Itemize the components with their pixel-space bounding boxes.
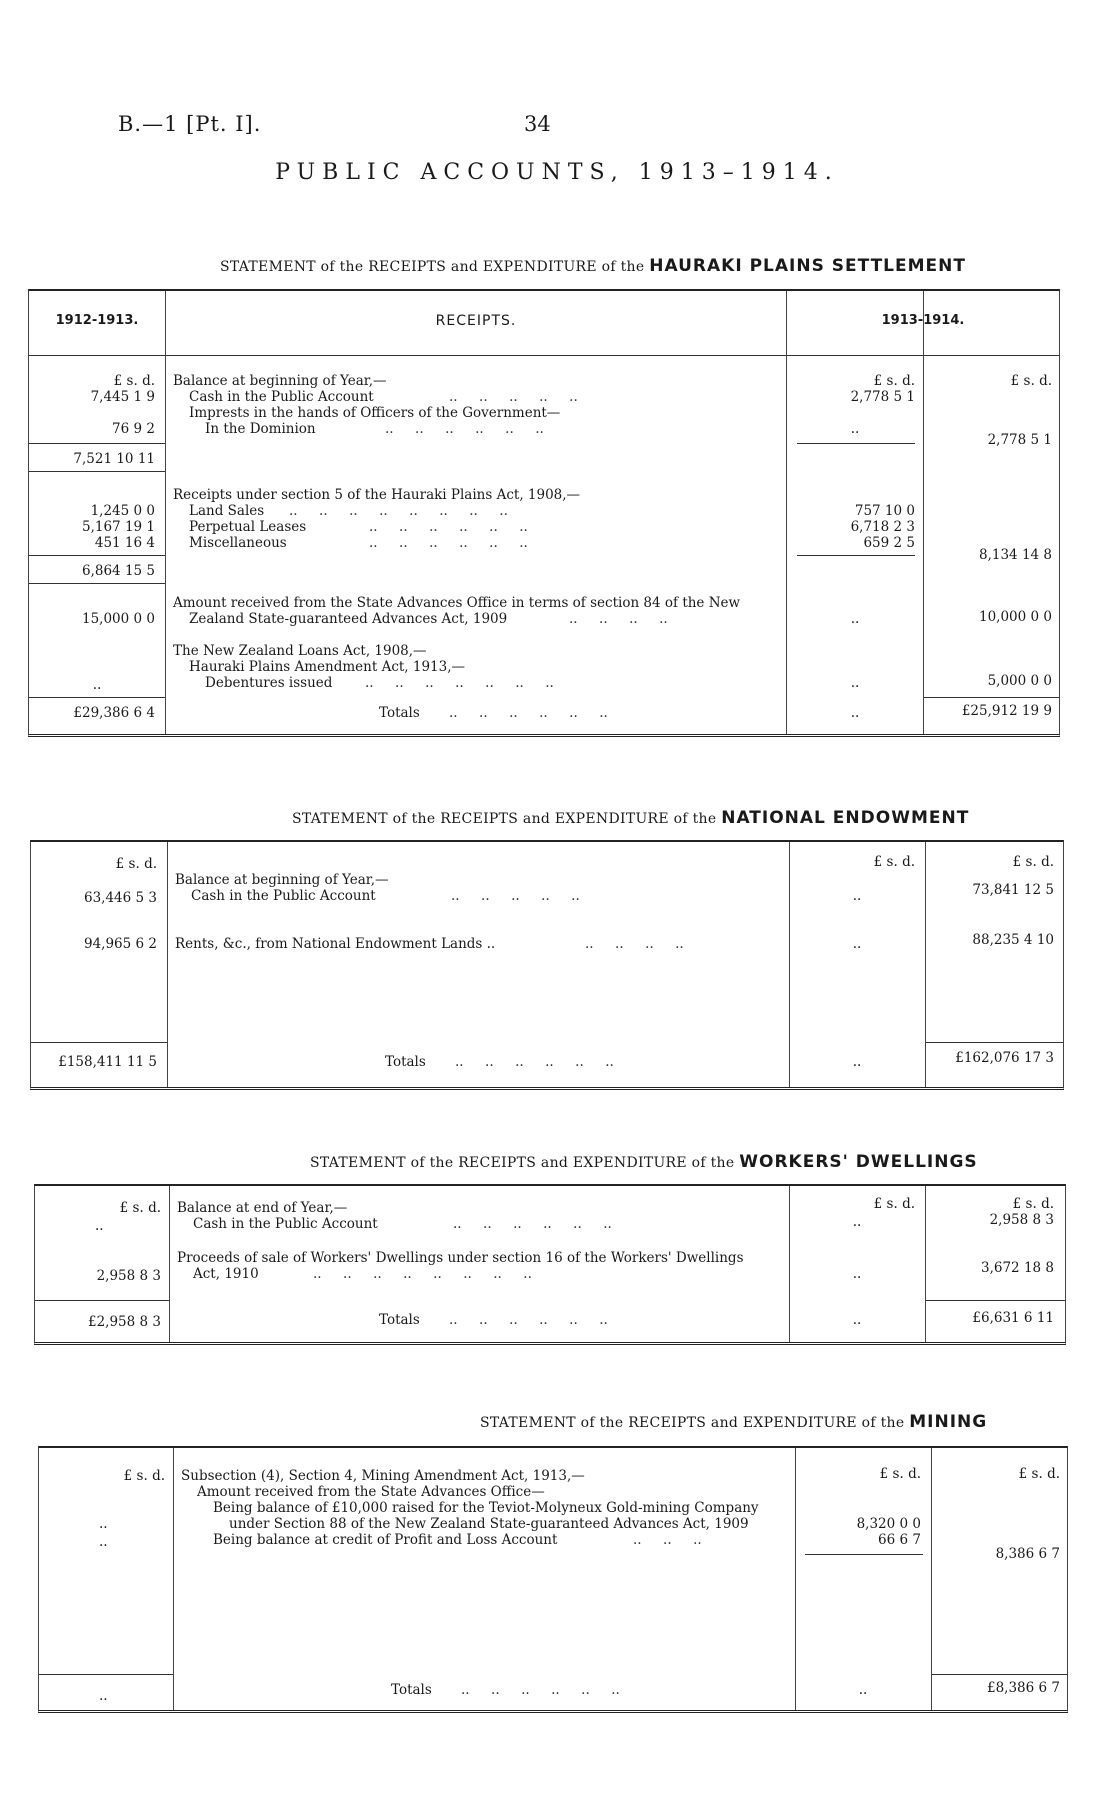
workers-cash-label: Cash in the Public Account xyxy=(193,1216,378,1232)
workers-lsd-curr: £ s. d. xyxy=(1012,1196,1054,1212)
mining-lsd-inner: £ s. d. xyxy=(879,1466,921,1482)
document-code: B.—1 [Pt. I]. xyxy=(118,112,262,136)
workers-lsd-inner: £ s. d. xyxy=(873,1196,915,1212)
national-rents-prev: 94,965 6 2 xyxy=(84,936,157,952)
hauraki-dominion-label: In the Dominion xyxy=(205,421,316,437)
hauraki-debentures-curr: 5,000 0 0 xyxy=(987,673,1052,689)
mining-lsd-prev: £ s. d. xyxy=(123,1468,165,1484)
national-cash-prev: 63,446 5 3 xyxy=(84,890,157,906)
hauraki-advances-label-1: Amount received from the State Advances Office in terms of section 84 of the New xyxy=(173,595,741,611)
workers-proceeds-label-1: Proceeds of sale of Workers' Dwellings under section 16 of the Workers' Dwellings xyxy=(177,1250,744,1266)
hauraki-advances-label-2: Zealand State-guaranteed Advances Act, 1909 xyxy=(189,611,508,627)
hauraki-dominion-inner: .. xyxy=(850,421,860,437)
hauraki-receipts-total-curr: 8,134 14 8 xyxy=(979,547,1052,563)
hauraki-debentures-label: Debentures issued xyxy=(205,675,333,691)
hauraki-misc-inner: 659 2 5 xyxy=(863,535,915,551)
national-lsd-prev: £ s. d. xyxy=(115,856,157,872)
mining-being-1-prev: .. xyxy=(99,1516,108,1532)
hauraki-advances-curr: 10,000 0 0 xyxy=(979,609,1052,625)
hauraki-cash-label: Cash in the Public Account xyxy=(189,389,374,405)
mining-total-curr: 8,386 6 7 xyxy=(995,1546,1060,1562)
hauraki-debentures-prev: .. xyxy=(92,677,102,693)
hauraki-col-desc: RECEIPTS. xyxy=(435,313,517,329)
workers-table: £ s. d. £ s. d. £ s. d. Balance at end of Year,— Cash in the Public Account .. .. .. .. .. .. .. .. 2,958 8 3 Proceeds of sale of Workers' Dwellings under section 16 of the Workers' Dwellings Act, 1910 .. .. .. .. .. .. .. .. 2,958 8 3 .. 3,672 18 8 Totals .. .. .. .. .. .. £2,958 8 3 .. £6,631 6 11 xyxy=(34,1184,1066,1345)
hauraki-balance-total-curr: 2,778 5 1 xyxy=(987,432,1052,448)
hauraki-receipts-heading: Receipts under section 5 of the Hauraki Plains Act, 1908,— xyxy=(173,487,581,503)
national-caption xyxy=(292,808,969,828)
mining-amount-heading: Amount received from the State Advances Office— xyxy=(197,1484,545,1500)
national-totals-curr: £162,076 17 3 xyxy=(955,1050,1054,1066)
hauraki-cash-prev: 7,445 1 9 xyxy=(90,389,155,405)
mining-being-1b: under Section 88 of the New Zealand State-guaranteed Advances Act, 1909 xyxy=(229,1516,749,1532)
national-cash-inner: .. xyxy=(852,888,862,904)
hauraki-debentures-inner: .. xyxy=(850,675,860,691)
hauraki-leases-prev: 5,167 19 1 xyxy=(82,519,155,535)
workers-totals-inner: .. xyxy=(852,1312,862,1328)
mining-being-1-inner: 8,320 0 0 xyxy=(856,1516,921,1532)
hauraki-caption-name: HAURAKI PLAINS SETTLEMENT xyxy=(649,256,966,276)
hauraki-totals-prev: £29,386 6 4 xyxy=(73,705,155,721)
workers-cash-prev: .. xyxy=(95,1218,104,1234)
mining-table: £ s. d. £ s. d. £ s. d. Subsection (4), Section 4, Mining Amendment Act, 1913,— Amount received from the State Advances Office— Being balance of £10,000 raised for the Teviot-Molyneux Gold-mining Company under Section 88 of the New Zealand State-guaranteed Advances Act, 1909 .. 8,320 0 0 Being balance at credit of Profit and Loss Account .. .. .. .. 66 6 7 8,386 6 7 Totals .. .. .. .. .. .. .. .. £8,386 6 7 xyxy=(38,1446,1068,1713)
mining-lsd-curr: £ s. d. xyxy=(1018,1466,1060,1482)
hauraki-balance-subtotal-prev: 7,521 10 11 xyxy=(73,451,155,467)
page-title: PUBLIC ACCOUNTS, 1913–1914. xyxy=(275,160,839,185)
workers-caption-name: WORKERS' DWELLINGS xyxy=(739,1152,978,1172)
hauraki-caption xyxy=(220,256,966,276)
hauraki-leases-label: Perpetual Leases xyxy=(189,519,307,535)
workers-lsd-prev: £ s. d. xyxy=(119,1200,161,1216)
workers-cash-inner: .. xyxy=(852,1214,862,1230)
mining-being-2-prev: .. xyxy=(99,1534,108,1550)
national-rents-curr: 88,235 4 10 xyxy=(972,932,1054,948)
mining-caption xyxy=(480,1412,987,1432)
workers-proceeds-inner: .. xyxy=(852,1266,862,1282)
hauraki-lsd-prev: £ s. d. xyxy=(113,373,155,389)
hauraki-caption-text: STATEMENT of the RECEIPTS and EXPENDITURE of the xyxy=(220,259,645,275)
hauraki-loans-heading: The New Zealand Loans Act, 1908,— xyxy=(173,643,427,659)
hauraki-advances-inner: .. xyxy=(850,611,860,627)
national-cash-label: Cash in the Public Account xyxy=(191,888,376,904)
hauraki-lsd-inner: £ s. d. xyxy=(873,373,915,389)
national-lsd-curr: £ s. d. xyxy=(1012,854,1054,870)
national-rents-inner: .. xyxy=(852,936,862,952)
hauraki-land-inner: 757 10 0 xyxy=(854,503,915,519)
mining-being-2-inner: 66 6 7 xyxy=(878,1532,921,1548)
mining-totals-inner: .. xyxy=(858,1682,868,1698)
national-cash-curr: 73,841 12 5 xyxy=(972,882,1054,898)
mining-caption-name: MINING xyxy=(909,1412,988,1432)
workers-totals-label: Totals xyxy=(379,1312,420,1328)
mining-totals-label: Totals xyxy=(391,1682,432,1698)
hauraki-leases-inner: 6,718 2 3 xyxy=(850,519,915,535)
hauraki-totals-inner: .. xyxy=(850,705,860,721)
workers-proceeds-prev: 2,958 8 3 xyxy=(96,1268,161,1284)
hauraki-amend-heading: Hauraki Plains Amendment Act, 1913,— xyxy=(189,659,466,675)
mining-caption-text: STATEMENT of the RECEIPTS and EXPENDITURE of the xyxy=(480,1415,905,1431)
hauraki-col-curr: 1913-1914. xyxy=(881,313,965,328)
workers-cash-curr: 2,958 8 3 xyxy=(989,1212,1054,1228)
workers-proceeds-label-2: Act, 1910 xyxy=(193,1266,259,1282)
hauraki-totals-curr: £25,912 19 9 xyxy=(961,703,1052,719)
workers-totals-prev: £2,958 8 3 xyxy=(88,1314,161,1330)
hauraki-balance-heading: Balance at beginning of Year,— xyxy=(173,373,387,389)
hauraki-col-prev: 1912-1913. xyxy=(55,313,139,328)
hauraki-land-label: Land Sales xyxy=(189,503,265,519)
national-rents-label: Rents, &c., from National Endowment Lands .. xyxy=(175,936,496,952)
mining-totals-curr: £8,386 6 7 xyxy=(987,1680,1060,1696)
hauraki-advances-prev: 15,000 0 0 xyxy=(82,611,155,627)
mining-being-1a: Being balance of £10,000 raised for the Teviot-Molyneux Gold-mining Company xyxy=(213,1500,759,1516)
workers-caption xyxy=(310,1152,978,1172)
hauraki-land-prev: 1,245 0 0 xyxy=(90,503,155,519)
national-balance-heading: Balance at beginning of Year,— xyxy=(175,872,389,888)
mining-totals-prev: .. xyxy=(99,1688,108,1704)
national-caption-text: STATEMENT of the RECEIPTS and EXPENDITURE of the xyxy=(292,811,717,827)
mining-being-2: Being balance at credit of Profit and Loss Account xyxy=(213,1532,558,1548)
hauraki-misc-prev: 451 16 4 xyxy=(94,535,155,551)
national-totals-inner: .. xyxy=(852,1054,862,1070)
hauraki-table: 1912-1913. RECEIPTS. 1913-1914. £ s. d. £ s. d. £ s. d. Balance at beginning of Year,— Cash in the Public Account .. .. .. .. .. 7,445 1 9 2,778 5 1 Imprests in the hands of Officers of the Government— In the Dominion .. .. .. .. .. .. 76 9 2 .. 2,778 5 1 7,521 10 11 Receipts under section 5 of the Hauraki Plains Act, 1908,— Land Sales .. .. .. .. .. .. .. .. 1,245 0 0 757 10 0 Perpetual Leases .. .. .. .. .. .. 5,167 19 1 6,718 2 3 Miscellaneous .. .. .. .. .. .. 451 16 4 659 2 5 8,134 14 8 6,864 15 5 Amount received from the State Advances Office in terms of section 84 of the New Zealand State-guaranteed Advances Act, 1909 .. .. .. .. 15,000 0 0 .. 10,000 0 0 The New Zealand Loans Act, 1908,— Hauraki Plains Amendment Act, 1913,— Debentures issued .. .. .. .. .. .. .. .. .. 5,000 0 0 Totals .. .. .. .. .. .. £29,386 6 4 .. £25,912 19 9 xyxy=(28,289,1060,737)
hauraki-cash-inner: 2,778 5 1 xyxy=(850,389,915,405)
national-table: £ s. d. £ s. d. £ s. d. Balance at beginning of Year,— Cash in the Public Account .. .. .. .. .. 63,446 5 3 .. 73,841 12 5 Rents, &c., from National Endowment Lands .. .. .. .. .. 94,965 6 2 .. 88,235 4 10 Totals .. .. .. .. .. .. £158,411 11 5 .. £162,076 17 3 xyxy=(30,840,1064,1090)
national-caption-name: NATIONAL ENDOWMENT xyxy=(721,808,970,828)
hauraki-totals-label: Totals xyxy=(379,705,420,721)
workers-totals-curr: £6,631 6 11 xyxy=(972,1310,1054,1326)
workers-balance-heading: Balance at end of Year,— xyxy=(177,1200,348,1216)
hauraki-dominion-prev: 76 9 2 xyxy=(112,421,155,437)
hauraki-receipts-subtotal-prev: 6,864 15 5 xyxy=(82,563,155,579)
national-totals-prev: £158,411 11 5 xyxy=(58,1054,157,1070)
page-number: 34 xyxy=(524,112,551,136)
workers-proceeds-curr: 3,672 18 8 xyxy=(981,1260,1054,1276)
mining-subsection-heading: Subsection (4), Section 4, Mining Amendment Act, 1913,— xyxy=(181,1468,585,1484)
hauraki-lsd-curr: £ s. d. xyxy=(1010,373,1052,389)
national-lsd-inner: £ s. d. xyxy=(873,854,915,870)
hauraki-imprests-label: Imprests in the hands of Officers of the Government— xyxy=(189,405,561,421)
hauraki-misc-label: Miscellaneous xyxy=(189,535,287,551)
workers-caption-text: STATEMENT of the RECEIPTS and EXPENDITURE of the xyxy=(310,1155,735,1171)
national-totals-label: Totals xyxy=(385,1054,426,1070)
